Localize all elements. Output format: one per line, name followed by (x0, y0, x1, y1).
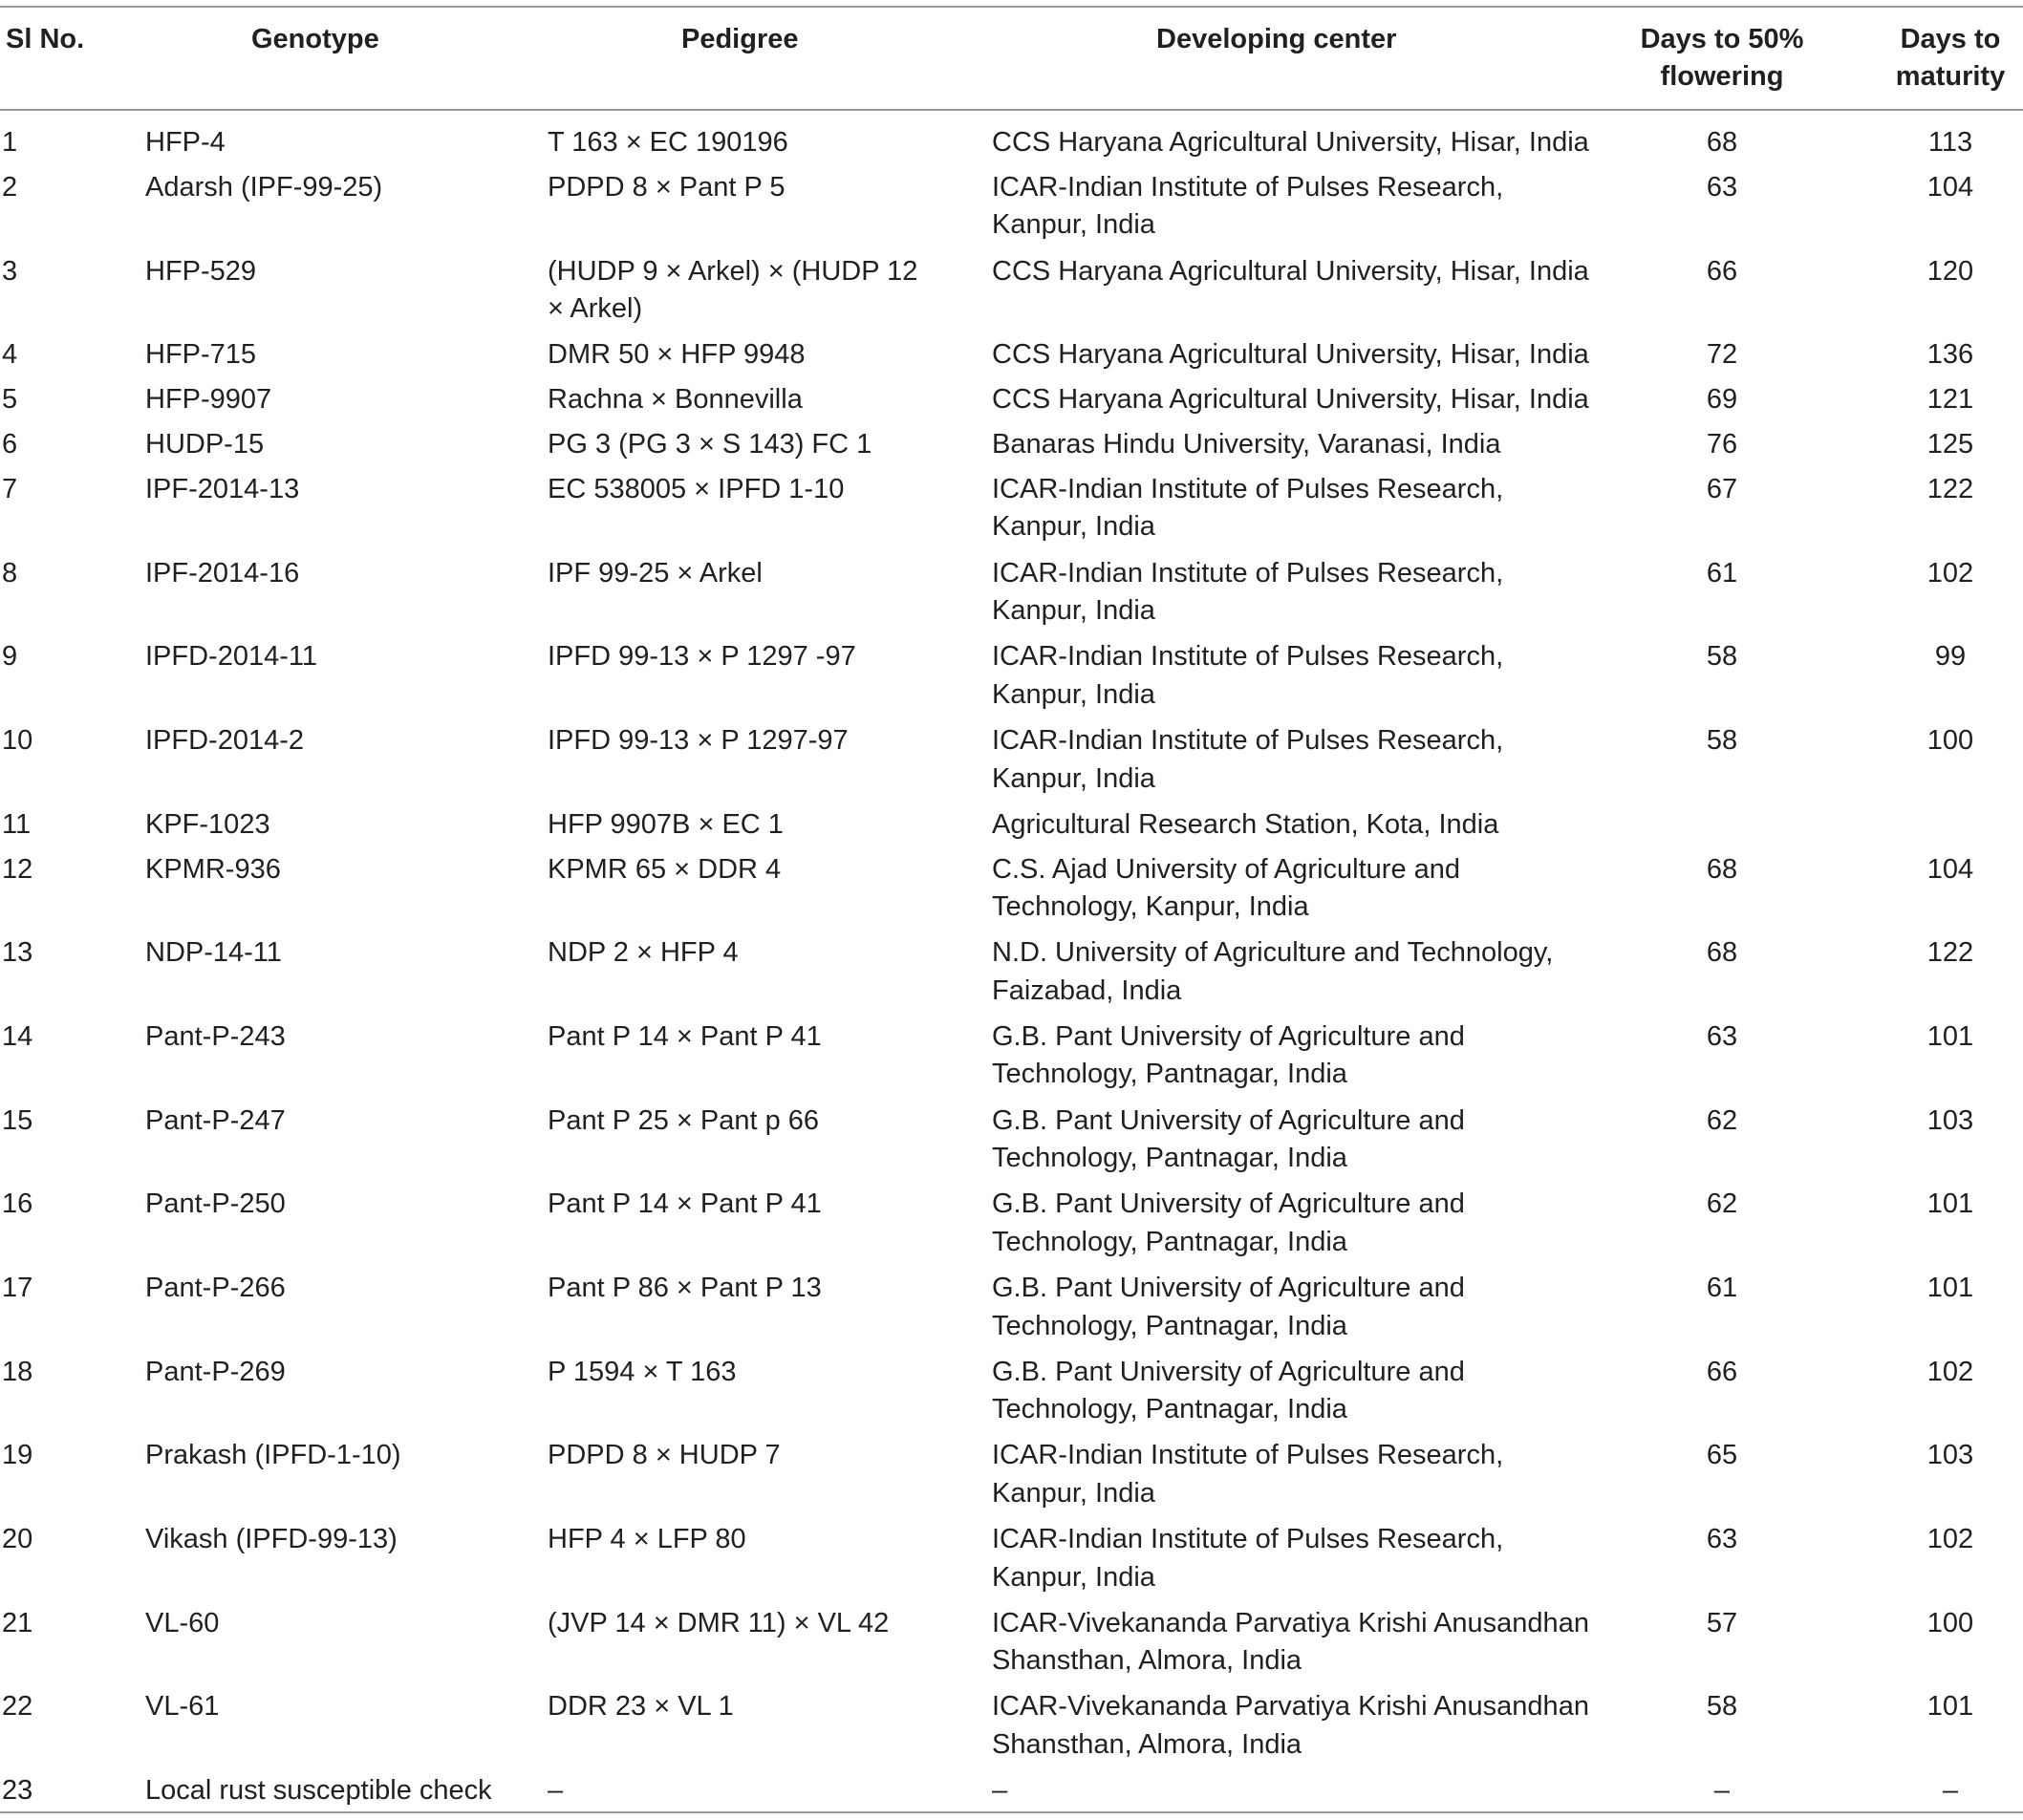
cell-days-flowering: 63 (1706, 171, 1738, 203)
cell-developing-center: Agricultural Research Station, Kota, India (992, 808, 1499, 840)
cell-sl-no: 16 (2, 1188, 33, 1220)
cell-sl-no: 2 (2, 171, 18, 203)
cell-genotype: KPF-1023 (145, 808, 270, 840)
table-row (0, 381, 2023, 426)
cell-pedigree: HFP 9907B × EC 1 (548, 808, 784, 840)
cell-pedigree: T 163 × EC 190196 (548, 127, 788, 158)
cell-days-maturity: 125 (1926, 429, 1974, 460)
cell-sl-no: 12 (2, 853, 33, 885)
cell-genotype: HFP-4 (145, 127, 226, 158)
header-developing-center: Developing center (1156, 24, 1397, 54)
cell-sl-no: 8 (2, 557, 18, 589)
cell-genotype: VL-60 (145, 1607, 220, 1638)
cell-pedigree: Pant P 14 × Pant P 41 (548, 1020, 822, 1052)
cell-developing-center: ICAR-Indian Institute of Pulses Research, Kanpur, India (992, 171, 1504, 241)
cell-developing-center: CCS Haryana Agricultural University, Hisar, India (992, 339, 1589, 371)
cell-genotype: Prakash (IPFD-1-10) (145, 1440, 401, 1471)
header-days-flowering: Days to 50% flowering (1640, 24, 1804, 92)
cell-genotype: Pant-P-247 (145, 1104, 286, 1136)
table-row (0, 638, 2023, 722)
table-header (0, 15, 2023, 109)
cell-genotype: HFP-529 (145, 255, 257, 287)
cell-developing-center: G.B. Pant University of Agriculture and Technology, Pantnagar, India (992, 1188, 1465, 1257)
cell-pedigree: IPF 99-25 × Arkel (548, 557, 763, 589)
cell-sl-no: 11 (2, 808, 32, 840)
cell-days-maturity: 101 (1926, 1188, 1974, 1220)
cell-genotype: Pant-P-250 (145, 1188, 286, 1220)
cell-days-maturity: 101 (1926, 1273, 1974, 1304)
cell-days-maturity: 103 (1926, 1440, 1974, 1471)
cell-days-maturity: – (1942, 1775, 1959, 1807)
cell-developing-center: G.B. Pant University of Agriculture and Technology, Pantnagar, India (992, 1273, 1465, 1341)
cell-days-maturity: 104 (1926, 853, 1974, 885)
cell-developing-center: – (992, 1775, 1008, 1807)
cell-days-maturity: 113 (1927, 127, 1973, 158)
cell-pedigree: Pant P 86 × Pant P 13 (548, 1273, 822, 1304)
cell-developing-center: G.B. Pant University of Agriculture and Technology, Pantnagar, India (992, 1020, 1465, 1090)
cell-pedigree: EC 538005 × IPFD 1-10 (548, 473, 845, 504)
cell-days-flowering: 69 (1706, 384, 1738, 416)
cell-days-maturity: 101 (1926, 1020, 1974, 1052)
cell-genotype: Pant-P-269 (145, 1356, 286, 1387)
cell-days-flowering: 61 (1706, 557, 1738, 589)
cell-days-flowering: 58 (1706, 641, 1738, 673)
table-row (0, 1018, 2023, 1103)
cell-developing-center: ICAR-Indian Institute of Pulses Research, Kanpur, India (992, 557, 1504, 627)
cell-sl-no: 7 (2, 473, 18, 504)
cell-days-maturity: 121 (1926, 384, 1974, 416)
table-row (0, 169, 2023, 253)
table-row (0, 1186, 2023, 1270)
cell-sl-no: 1 (2, 127, 18, 158)
cell-developing-center: ICAR-Indian Institute of Pulses Research, Kanpur, India (992, 473, 1504, 543)
cell-days-flowering: 76 (1706, 429, 1738, 460)
cell-genotype: HFP-9907 (145, 384, 272, 416)
cell-pedigree: IPFD 99-13 × P 1297-97 (548, 725, 849, 756)
table-row (0, 722, 2023, 806)
header-sl-no: Sl No. (6, 24, 85, 54)
cell-sl-no: 20 (2, 1524, 33, 1555)
cell-days-maturity: 136 (1926, 339, 1974, 371)
cell-days-maturity: 99 (1934, 641, 1967, 673)
cell-days-flowering: 61 (1706, 1273, 1738, 1304)
cell-genotype: Pant-P-243 (145, 1020, 286, 1052)
cell-days-maturity: 122 (1926, 937, 1974, 969)
cell-sl-no: 19 (2, 1440, 33, 1471)
cell-pedigree: HFP 4 × LFP 80 (548, 1524, 746, 1555)
table-row (0, 1437, 2023, 1521)
cell-pedigree: – (548, 1775, 564, 1807)
cell-sl-no: 17 (2, 1273, 33, 1304)
cell-sl-no: 23 (2, 1775, 33, 1807)
cell-developing-center: CCS Haryana Agricultural University, Hisar, India (992, 255, 1589, 287)
cell-developing-center: ICAR-Indian Institute of Pulses Research, Kanpur, India (992, 725, 1504, 794)
cell-pedigree: PDPD 8 × HUDP 7 (548, 1440, 781, 1471)
cell-developing-center: C.S. Ajad University of Agriculture and Technology, Kanpur, India (992, 853, 1461, 923)
cell-days-maturity: 100 (1926, 725, 1974, 756)
cell-days-flowering: 63 (1706, 1524, 1738, 1555)
cell-sl-no: 5 (2, 384, 18, 416)
cell-pedigree: (JVP 14 × DMR 11) × VL 42 (548, 1607, 890, 1638)
cell-genotype: HFP-715 (145, 339, 257, 371)
table-row (0, 851, 2023, 935)
cell-days-maturity: 120 (1926, 255, 1974, 287)
table-row (0, 934, 2023, 1018)
cell-genotype: IPFD-2014-2 (145, 725, 305, 756)
cell-sl-no: 22 (2, 1691, 33, 1723)
cell-days-flowering: 66 (1706, 1356, 1738, 1387)
cell-days-flowering: 68 (1706, 853, 1738, 885)
cell-genotype: Adarsh (IPF-99-25) (145, 171, 383, 203)
cell-pedigree: Pant P 25 × Pant p 66 (548, 1104, 820, 1136)
cell-days-flowering: 57 (1706, 1607, 1738, 1638)
cell-developing-center: ICAR-Vivekananda Parvatiya Krishi Anusandhan Shansthan, Almora, India (992, 1607, 1589, 1677)
cell-days-flowering: 65 (1706, 1440, 1738, 1471)
table-row (0, 1270, 2023, 1354)
header-pedigree: Pedigree (681, 24, 799, 54)
table-row (0, 806, 2023, 851)
cell-genotype: Vikash (IPFD-99-13) (145, 1524, 398, 1555)
cell-sl-no: 3 (2, 255, 18, 287)
cell-days-flowering: 66 (1706, 255, 1738, 287)
cell-sl-no: 9 (2, 641, 18, 673)
cell-genotype: VL-61 (145, 1691, 220, 1723)
table-row (0, 1354, 2023, 1438)
cell-days-flowering: 58 (1706, 725, 1738, 756)
cell-genotype: Local rust susceptible check (145, 1775, 492, 1807)
table-bottom-rule (0, 1811, 2023, 1813)
table-row (0, 1772, 2023, 1817)
cell-developing-center: ICAR-Indian Institute of Pulses Research, Kanpur, India (992, 1524, 1504, 1593)
header-genotype: Genotype (251, 24, 379, 54)
cell-pedigree: PG 3 (PG 3 × S 143) FC 1 (548, 429, 872, 460)
header-bottom-rule (0, 109, 2023, 111)
table-row (0, 471, 2023, 555)
cell-developing-center: G.B. Pant University of Agriculture and Technology, Pantnagar, India (992, 1104, 1465, 1174)
cell-sl-no: 10 (2, 725, 33, 756)
cell-days-maturity: 122 (1926, 473, 1974, 504)
cell-days-flowering: 72 (1706, 339, 1738, 371)
cell-days-maturity: 100 (1926, 1607, 1974, 1638)
cell-days-maturity: 102 (1926, 1524, 1974, 1555)
header-days-maturity: Days to maturity (1895, 24, 2006, 92)
cell-days-maturity: 101 (1926, 1691, 1974, 1723)
table-row (0, 1103, 2023, 1187)
cell-genotype: KPMR-936 (145, 853, 281, 885)
table-body (0, 124, 2023, 1817)
cell-genotype: NDP-14-11 (145, 937, 282, 969)
table-row (0, 253, 2023, 337)
cell-pedigree: PDPD 8 × Pant P 5 (548, 171, 786, 203)
cell-developing-center: N.D. University of Agriculture and Technology, Faizabad, India (992, 937, 1554, 1006)
cell-sl-no: 13 (2, 937, 33, 969)
cell-days-flowering: 62 (1706, 1188, 1738, 1220)
cell-sl-no: 4 (2, 339, 18, 371)
cell-developing-center: Banaras Hindu University, Varanasi, India (992, 429, 1501, 460)
cell-days-maturity: 102 (1926, 557, 1974, 589)
cell-pedigree: KPMR 65 × DDR 4 (548, 853, 782, 885)
cell-developing-center: ICAR-Indian Institute of Pulses Research, Kanpur, India (992, 1440, 1504, 1509)
cell-days-flowering: 67 (1706, 473, 1738, 504)
cell-pedigree: Pant P 14 × Pant P 41 (548, 1188, 822, 1220)
cell-pedigree: (HUDP 9 × Arkel) × (HUDP 12 × Arkel) (548, 255, 918, 325)
cell-days-flowering: 68 (1706, 937, 1738, 969)
cell-sl-no: 21 (2, 1607, 33, 1638)
cell-genotype: IPF-2014-13 (145, 473, 300, 504)
cell-genotype: IPFD-2014-11 (145, 641, 317, 673)
table-row (0, 426, 2023, 471)
cell-pedigree: Rachna × Bonnevilla (548, 384, 803, 416)
cell-genotype: Pant-P-266 (145, 1273, 286, 1304)
table-row (0, 124, 2023, 169)
cell-pedigree: IPFD 99-13 × P 1297 -97 (548, 641, 856, 673)
table-row (0, 1521, 2023, 1605)
cell-days-flowering: 68 (1706, 127, 1738, 158)
table-row (0, 336, 2023, 381)
cell-developing-center: G.B. Pant University of Agriculture and Technology, Pantnagar, India (992, 1356, 1465, 1425)
cell-days-flowering: 63 (1706, 1020, 1738, 1052)
table-row (0, 555, 2023, 639)
cell-pedigree: DMR 50 × HFP 9948 (548, 339, 806, 371)
cell-developing-center: CCS Haryana Agricultural University, Hisar, India (992, 127, 1589, 158)
cell-pedigree: DDR 23 × VL 1 (548, 1691, 734, 1723)
cell-developing-center: ICAR-Indian Institute of Pulses Research, Kanpur, India (992, 641, 1504, 710)
cell-sl-no: 6 (2, 429, 18, 460)
cell-sl-no: 14 (2, 1020, 33, 1052)
cell-days-flowering: 58 (1706, 1691, 1738, 1723)
table-top-rule (0, 6, 2023, 8)
cell-genotype: HUDP-15 (145, 429, 265, 460)
cell-developing-center: ICAR-Vivekananda Parvatiya Krishi Anusandhan Shansthan, Almora, India (992, 1691, 1589, 1760)
table-row (0, 1605, 2023, 1689)
cell-pedigree: NDP 2 × HFP 4 (548, 937, 739, 969)
cell-days-maturity: 104 (1926, 171, 1974, 203)
cell-days-flowering: – (1713, 1775, 1731, 1807)
cell-genotype: IPF-2014-16 (145, 557, 300, 589)
cell-developing-center: CCS Haryana Agricultural University, Hisar, India (992, 384, 1589, 416)
cell-sl-no: 15 (2, 1104, 33, 1136)
cell-sl-no: 18 (2, 1356, 33, 1387)
cell-days-maturity: 102 (1926, 1356, 1974, 1387)
cell-days-flowering: 62 (1706, 1104, 1738, 1136)
cell-pedigree: P 1594 × T 163 (548, 1356, 737, 1387)
cell-days-maturity: 103 (1926, 1104, 1974, 1136)
table-row (0, 1688, 2023, 1772)
